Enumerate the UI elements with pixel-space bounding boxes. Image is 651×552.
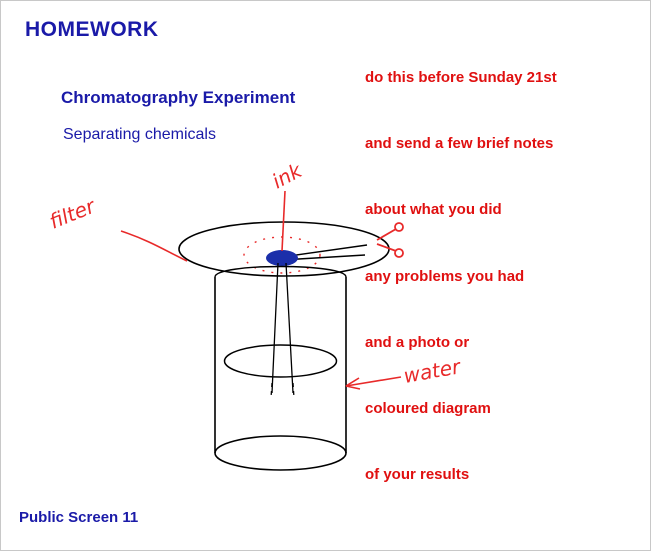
filter-label: filter <box>45 193 99 234</box>
experiment-description: Separating chemicals <box>63 126 216 143</box>
water-label: water <box>401 354 462 388</box>
page-title: HOMEWORK <box>25 18 159 41</box>
beaker-base <box>215 436 346 470</box>
beaker-walls <box>215 277 346 453</box>
instruction-line: coloured diagram <box>365 399 491 417</box>
water-surface <box>225 345 337 377</box>
filter-paper-disc <box>179 222 389 276</box>
instruction-line: of your results <box>365 465 470 483</box>
ink-spot <box>266 250 298 266</box>
paper-wick-tip <box>271 383 294 398</box>
instruction-line: and send a few brief notes <box>365 135 554 153</box>
ink-label: ink <box>268 158 306 194</box>
instruction-line: do this before Sunday 21st <box>365 69 557 87</box>
instruction-line: and a photo or <box>365 333 470 351</box>
footer-label: Public Screen 11 <box>19 509 139 526</box>
paper-wick <box>272 263 293 393</box>
instruction-line: any problems you had <box>365 267 525 285</box>
experiment-title: Chromatography Experiment <box>61 88 296 107</box>
chromatography-diagram <box>1 1 651 552</box>
instruction-line: about what you did <box>365 201 502 219</box>
filter-leader-line <box>121 231 187 261</box>
